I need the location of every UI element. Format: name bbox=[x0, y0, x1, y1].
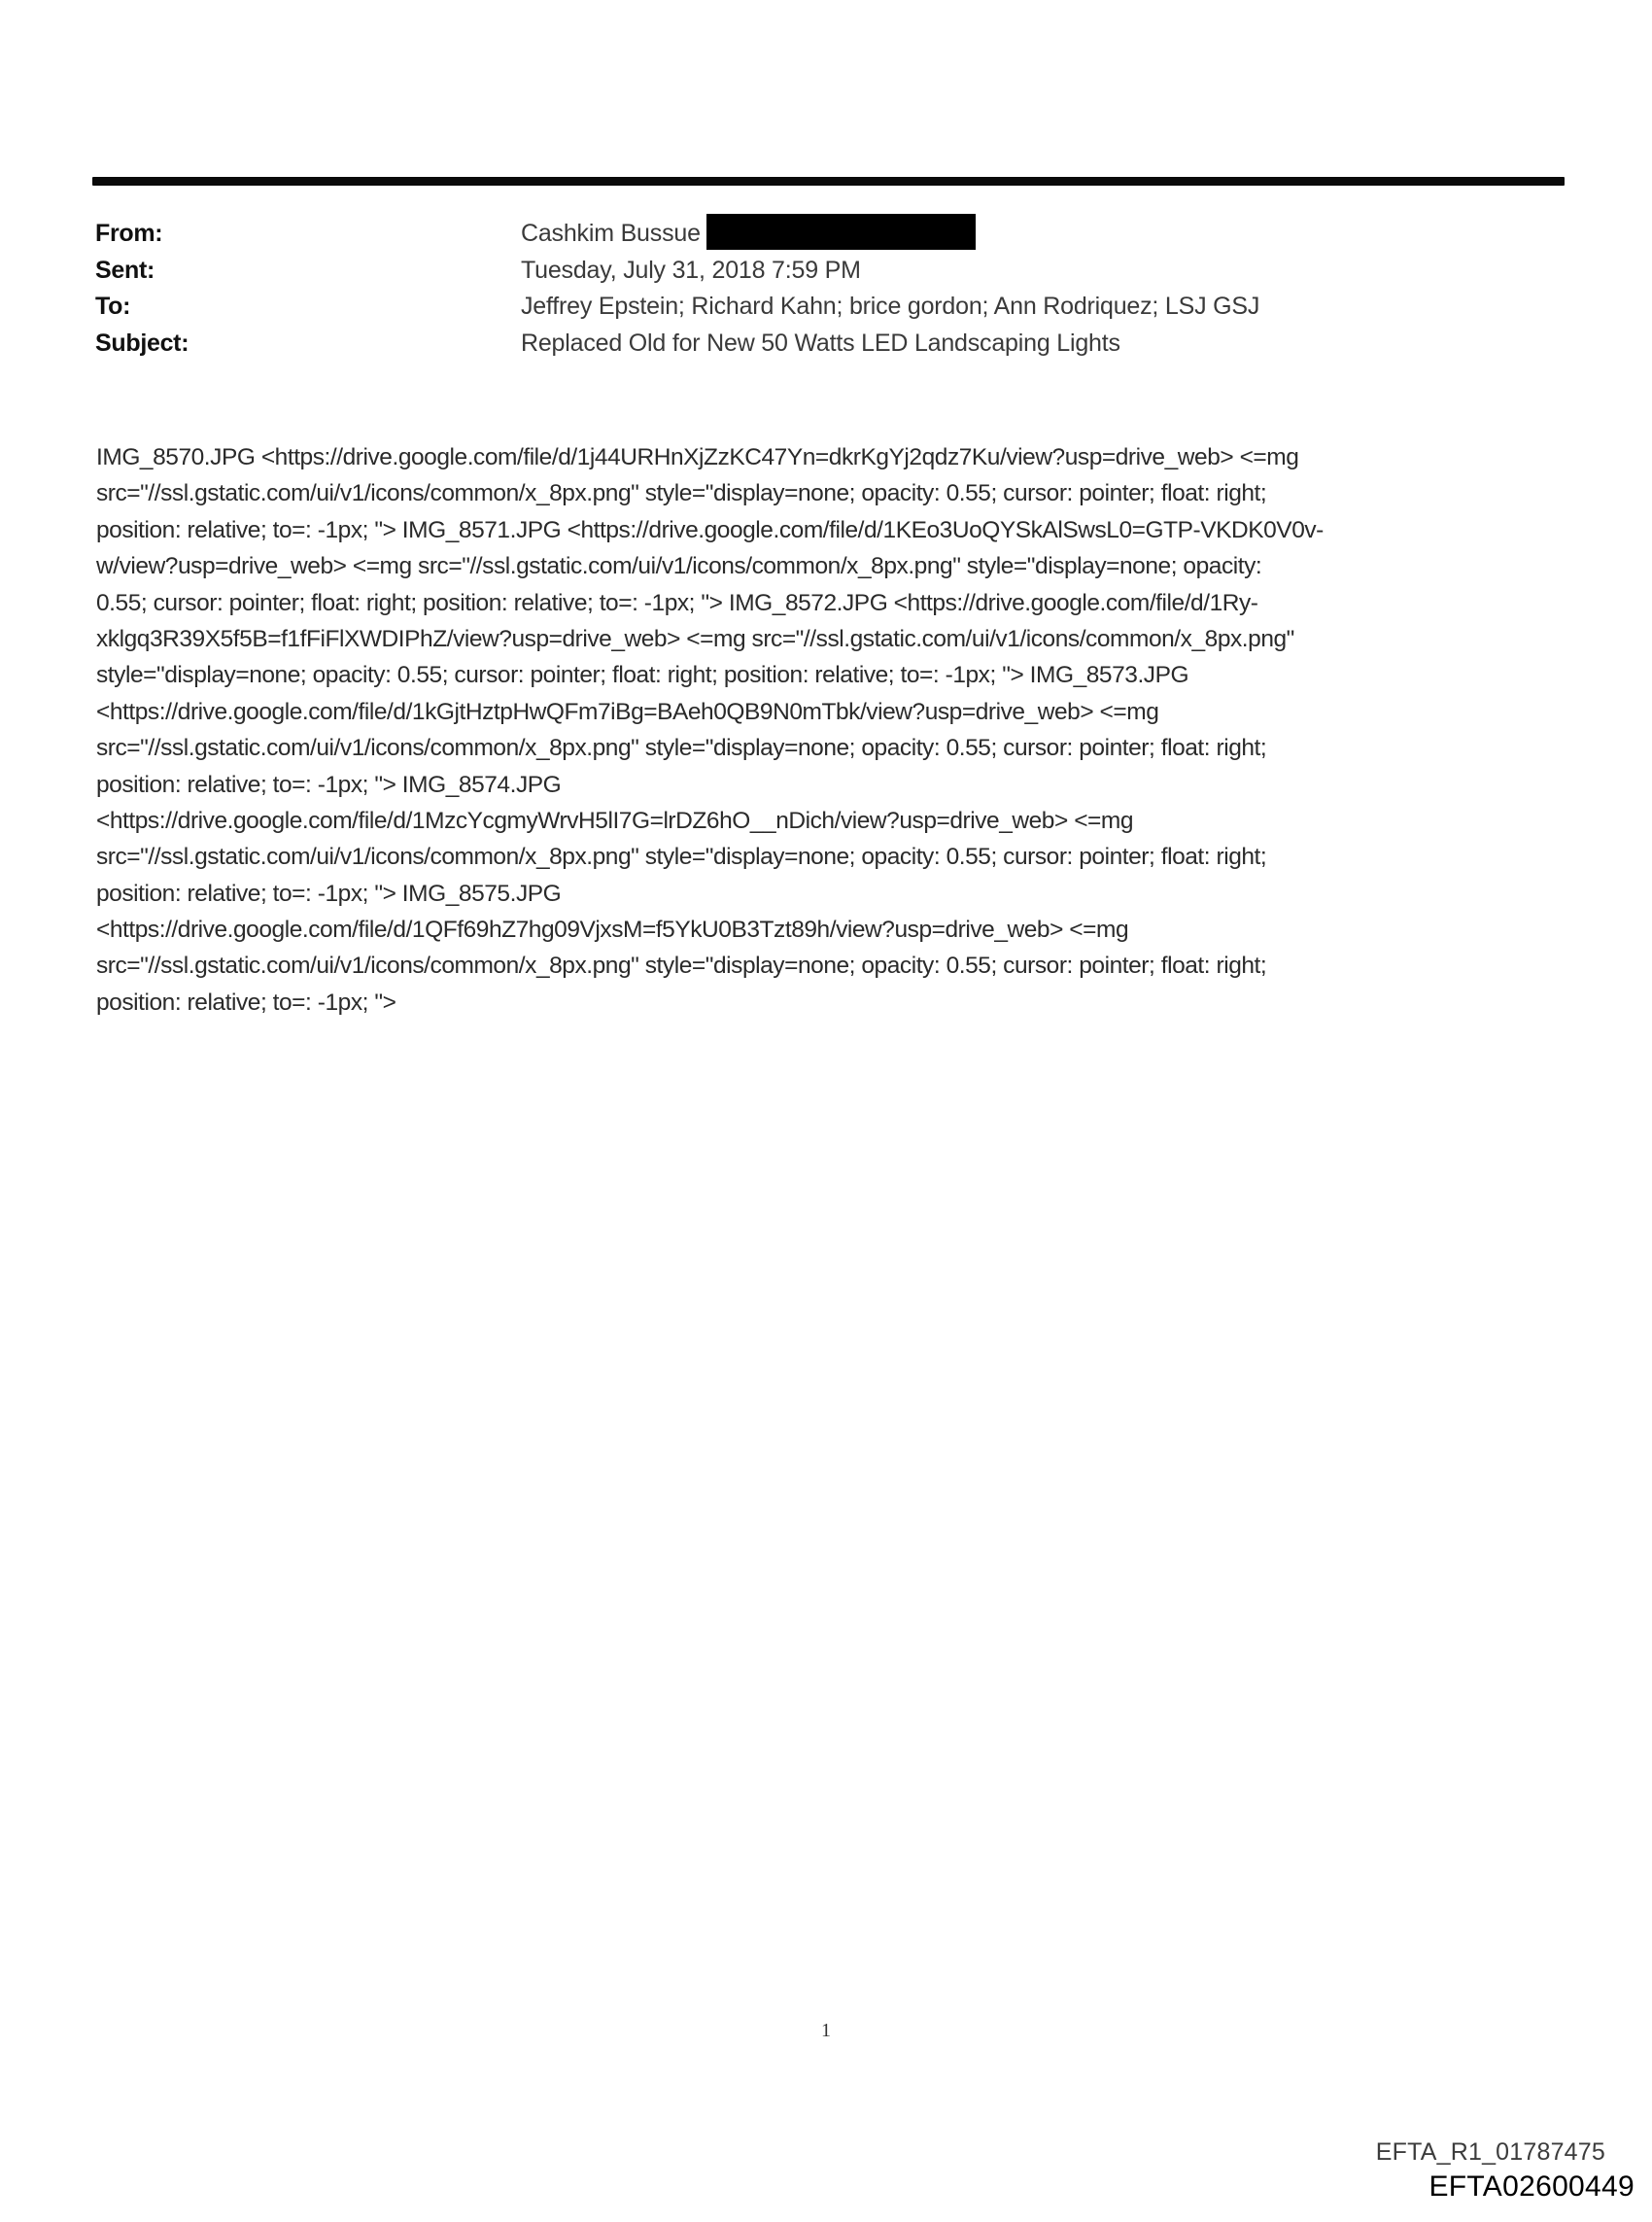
header-row-to bbox=[95, 289, 1553, 326]
body-line: <https://drive.google.com/file/d/1kGjtHztpHwQFm7iBg=BAeh0QB9N0mTbk/view?usp=drive_web> <=mg bbox=[96, 698, 1159, 725]
page-number: 1 bbox=[821, 2020, 831, 2041]
redaction-box bbox=[706, 214, 976, 250]
from-label: From: bbox=[95, 220, 163, 247]
to-label: To: bbox=[95, 293, 131, 320]
header-row-sent bbox=[95, 253, 1553, 290]
body-line: src="//ssl.gstatic.com/ui/v1/icons/common/x_8px.png" style="display=none; opacity: 0.55; cursor: pointer; float: right; bbox=[96, 844, 1267, 871]
email-header bbox=[95, 216, 1553, 362]
body-line: src="//ssl.gstatic.com/ui/v1/icons/common/x_8px.png" style="display=none; opacity: 0.55; cursor: pointer; float: right; bbox=[96, 480, 1267, 507]
body-line: position: relative; to=: -1px; "> IMG_8575.JPG bbox=[96, 880, 562, 907]
body-line: src="//ssl.gstatic.com/ui/v1/icons/common/x_8px.png" style="display=none; opacity: 0.55; cursor: pointer; float: right; bbox=[96, 953, 1267, 980]
bates-stamp-primary: EFTA_R1_01787475 bbox=[1375, 2138, 1605, 2166]
subject-label: Subject: bbox=[95, 329, 189, 357]
bates-stamp-secondary: EFTA02600449 bbox=[1428, 2170, 1635, 2203]
to-value: Jeffrey Epstein; Richard Kahn; brice gordon; Ann Rodriquez; LSJ GSJ bbox=[521, 293, 1260, 320]
sender-name: Cashkim Bussue bbox=[521, 220, 701, 247]
body-line: src="//ssl.gstatic.com/ui/v1/icons/common/x_8px.png" style="display=none; opacity: 0.55; cursor: pointer; float: right; bbox=[96, 735, 1267, 762]
subject-value: Replaced Old for New 50 Watts LED Landscaping Lights bbox=[521, 329, 1120, 357]
body-line: w/view?usp=drive_web> <=mg src="//ssl.gstatic.com/ui/v1/icons/common/x_8px.png" style="display=none; opacity: bbox=[96, 553, 1262, 580]
body-line: <https://drive.google.com/file/d/1MzcYcgmyWrvH5lI7G=lrDZ6hO__nDich/view?usp=drive_web> <=mg bbox=[96, 807, 1134, 834]
header-row-from bbox=[95, 216, 1553, 253]
email-body bbox=[96, 439, 1573, 1021]
body-line: xklgq3R39X5f5B=f1fFiFlXWDIPhZ/view?usp=drive_web> <=mg src="//ssl.gstatic.com/ui/v1/icons/common/x_8px.png" bbox=[96, 625, 1294, 652]
body-line: position: relative; to=: -1px; "> IMG_8571.JPG <https://drive.google.com/file/d/1KEo3UoQYSkAlSwsL0=GTP-VKDK0V0v- bbox=[96, 516, 1324, 543]
sent-label: Sent: bbox=[95, 256, 155, 284]
body-line: <https://drive.google.com/file/d/1QFf69hZ7hg09VjxsM=f5YkU0B3Tzt89h/view?usp=drive_web> <=mg bbox=[96, 917, 1129, 944]
body-line: position: relative; to=: -1px; "> IMG_8574.JPG bbox=[96, 771, 562, 798]
body-line: IMG_8570.JPG <https://drive.google.com/file/d/1j44URHnXjZzKC47Yn=dkrKgYj2qdz7Ku/view?usp=drive_web> <=mg bbox=[96, 444, 1299, 470]
body-line: style="display=none; opacity: 0.55; cursor: pointer; float: right; position: relative; to=: -1px; "> IMG_8573.JPG bbox=[96, 662, 1189, 689]
header-row-subject bbox=[95, 326, 1553, 363]
from-value bbox=[521, 216, 976, 253]
body-line: position: relative; to=: -1px; "> bbox=[96, 989, 396, 1016]
header-divider-rule bbox=[92, 177, 1565, 186]
sent-value: Tuesday, July 31, 2018 7:59 PM bbox=[521, 256, 861, 284]
body-line: 0.55; cursor: pointer; float: right; position: relative; to=: -1px; "> IMG_8572.JPG <https://drive.google.com/file/d/1Ry- bbox=[96, 589, 1258, 616]
